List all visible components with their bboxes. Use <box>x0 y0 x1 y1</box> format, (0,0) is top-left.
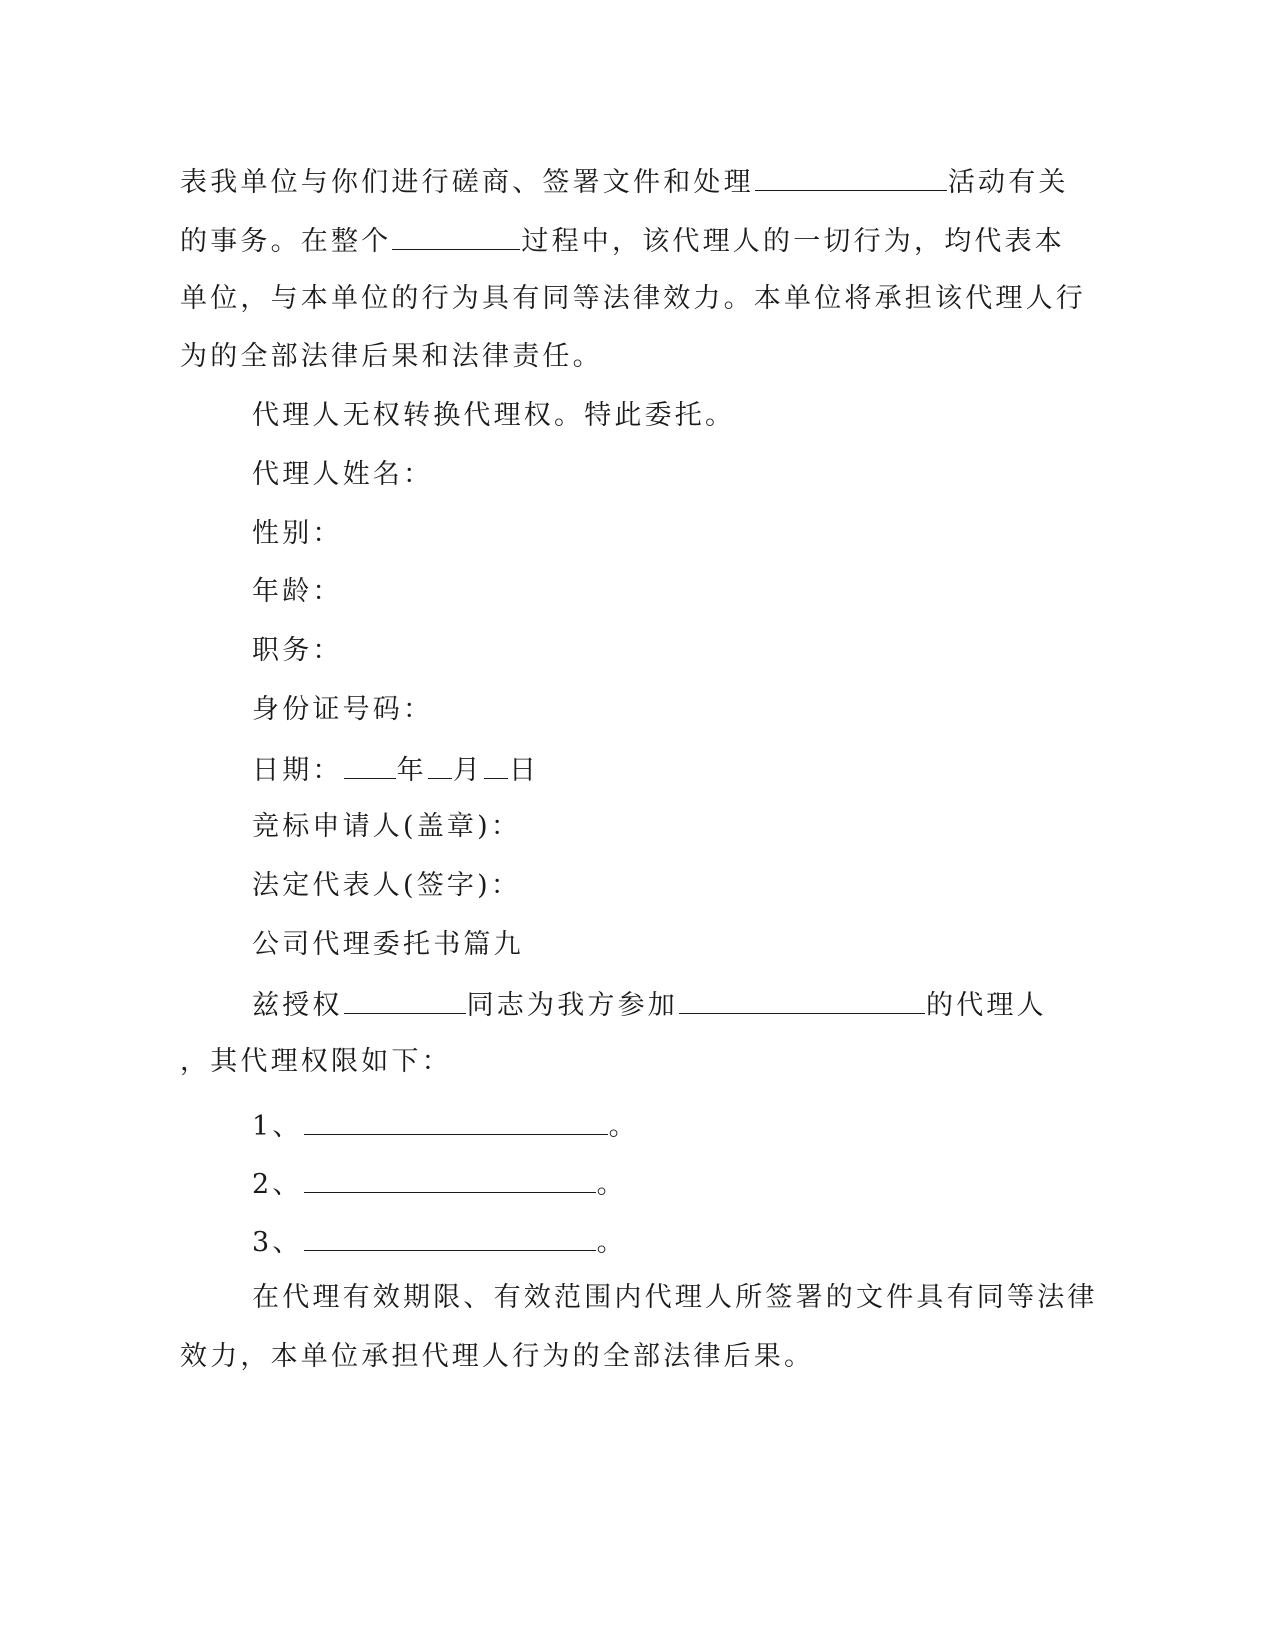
position-label: 职务： <box>252 635 343 666</box>
section-title: 公司代理委托书篇九 <box>252 929 524 960</box>
item-end: 。 <box>596 1227 627 1258</box>
text: 的事务。在整个 <box>180 226 392 257</box>
day-label: 日 <box>509 755 540 786</box>
text: 活动有关 <box>947 167 1069 198</box>
id-number-label: 身份证号码： <box>252 694 434 725</box>
item-end: 。 <box>596 1169 627 1200</box>
text: 表我单位与你们进行磋商、签署文件和处理 <box>180 167 754 198</box>
list-item <box>252 1166 627 1202</box>
agent-name-label: 代理人姓名： <box>252 459 434 490</box>
paragraph-line <box>180 164 1069 200</box>
year-label: 年 <box>396 755 427 786</box>
authorize-continuation: ，其代理权限如下： <box>180 1046 452 1077</box>
legal-rep-sign-label: 法定代表人(签字)： <box>252 870 522 901</box>
age-label: 年龄： <box>252 576 343 607</box>
blank-day <box>484 752 508 779</box>
no-transfer-statement: 代理人无权转换代理权。特此委托。 <box>252 400 736 431</box>
list-item <box>252 1224 627 1260</box>
paragraph-line <box>180 223 1065 259</box>
date-label: 日期： <box>252 755 343 786</box>
blank-field <box>304 1224 596 1251</box>
blank-year <box>344 752 396 779</box>
paragraph-line: 在代理有效期限、有效范围内代理人所签署的文件具有同等法律 <box>252 1282 1098 1313</box>
month-label: 月 <box>452 755 484 786</box>
blank-month <box>428 752 452 779</box>
paragraph-line: 单位，与本单位的行为具有同等法律效力。本单位将承担该代理人行 <box>180 283 1086 314</box>
blank-field <box>679 987 925 1014</box>
date-line <box>252 752 539 788</box>
blank-field <box>304 1166 596 1193</box>
text: 的代理人 <box>926 990 1047 1021</box>
paragraph-line: 效力，本单位承担代理人行为的全部法律后果。 <box>180 1341 815 1372</box>
applicant-seal-label: 竞标申请人(盖章)： <box>252 811 522 842</box>
blank-field <box>304 1108 608 1135</box>
paragraph-line: 为的全部法律后果和法律责任。 <box>180 341 603 372</box>
item-number: 3、 <box>252 1227 303 1258</box>
authorize-line <box>252 987 1047 1023</box>
text: 同志为我方参加 <box>466 990 679 1021</box>
item-number: 1、 <box>252 1111 303 1142</box>
blank-field <box>392 223 520 250</box>
text: 过程中，该代理人的一切行为，均代表本 <box>521 226 1066 257</box>
text: 兹授权 <box>252 990 343 1021</box>
item-end: 。 <box>608 1111 639 1142</box>
blank-field <box>344 987 466 1014</box>
item-number: 2、 <box>252 1169 303 1200</box>
blank-field <box>755 164 947 191</box>
list-item <box>252 1108 639 1144</box>
gender-label: 性别： <box>252 518 343 549</box>
